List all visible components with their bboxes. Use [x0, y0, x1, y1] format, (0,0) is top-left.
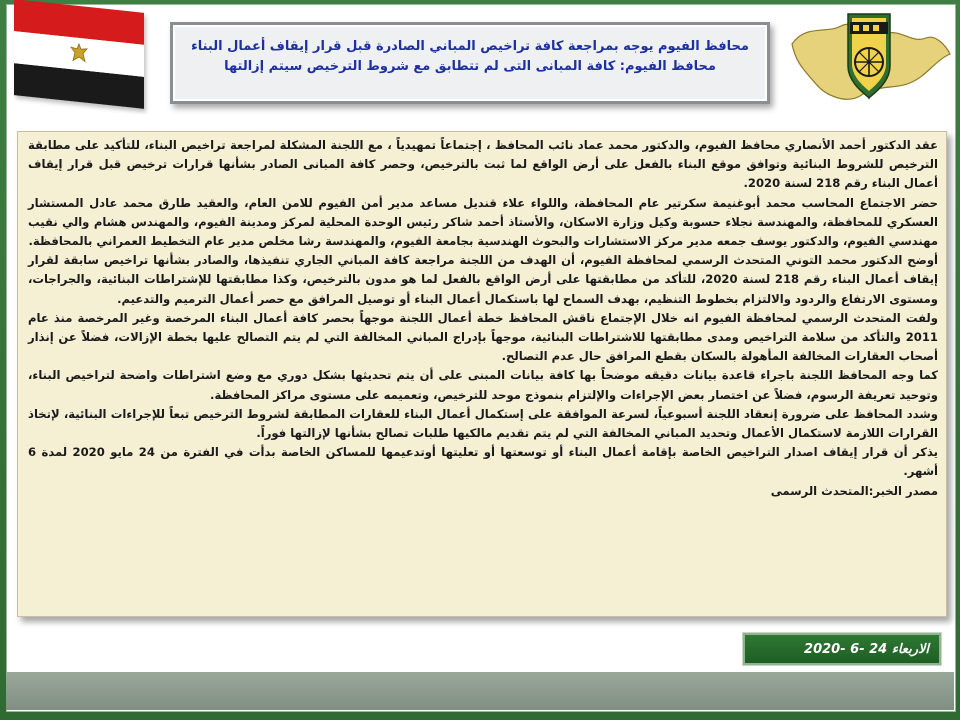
article-paragraph: عقد الدكتور أحمد الأنصاري محافظ الفيوم، والدكتور محمد عماد نائب المحافظ ، إجتماعاً تمهيدياً ، مع اللجنة المشكلة لمراجعة تراخيص البناء، للتأكيد على مطابقة الترخيص للشروط البنائية وتوافق موقع البناء بالفعل على أرض الواقع لما ثبت بالترخيص، وحصر كافة المبانى الصادر بشأنها قرارات ترخيص قبل قرار إيقاف أعمال البناء رقم 218 لسنة 2020.: [28, 138, 938, 191]
article-paragraph: يذكر أن قرار إيقاف اصدار التراخيص الخاصة بإقامة أعمال البناء أو توسعتها أو تعليتها أوتدعيمها للمساكن الخاصة بدأت في الفترة من 24 مايو 2020 لمدة 6 أشهر.: [28, 445, 938, 479]
date-label: الاربعاء 24 -6 -2020: [804, 642, 929, 657]
article-paragraph: حضر الاجتماع المحاسب محمد أبوغنيمة سكرتير عام المحافظة، واللواء علاء قنديل مساعد مدير أمن الفيوم للامن العام، والعقيد طارق محمد عادل المستشار العسكري للمحافظة، والمهندسة نجلاء حسوبة وكيل وزارة الاسكان، والأستاذ أحمد شاكر رئيس الوحدة المحلية لمركز ومدينة الفيوم، والمهندس هشام والي نقيب مهندسي الفيوم، والدكتور يوسف جمعه مدير مركز الاستشارات والبحوث الهندسية بجامعة الفيوم، والمهندسة رشا مخلص مدير عام التخطيط العمراني بالمحافظة.: [28, 195, 938, 249]
article-paragraph: كما وجه المحافظ اللجنة باجراء قاعدة بيانات دقيقه موضحاً بها كافة بيانات المبنى على أن يتم تحديثها بشكل دوري مع وضع اشتراطات واضحة لتراخيص البناء، وتوحيد تعريفة الرسوم، فضلاً عن اختصار بعض الإجراءات والإلتزام بنموذج موحد للترخيص، وتعميمه على مستوى مراكز المحافظة.: [28, 368, 938, 402]
headline-line-2: محافظ الفيوم: كافة المبانى التى لم تتطابق مع شروط الترخيص سيتم إزالتها: [224, 59, 716, 74]
headline-box: [170, 22, 770, 104]
date-badge: [742, 632, 942, 666]
eagle-of-saladin-icon: [66, 40, 92, 69]
headline-line-1: محافظ الفيوم يوجه بمراجعة كافة تراخيص المباني الصادرة قبل قرار إيقاف أعمال البناء: [191, 39, 749, 54]
article-paragraph: أوضح الدكتور محمد التوني المتحدث الرسمي لمحافظة الفيوم، أن الهدف من اللجنة مراجعة كافة المباني الجاري تنفيذها، والصادر بشأنها تراخيص سابقة لقرار إيقاف أعمال البناء رقم 218 لسنة 2020، للتأكد من مطابقتها على أرض الواقع بالفعل لما هو مدون بالترخيص، وكذا مطابقتها للإشتراطات البنائية، والجراجات، ومستوى الارتفاع والردود والالتزام بخطوط التنظيم، بهدف السماح لها باستكمال أعمال البناء أو توصيل المرافق مع حصر أعمال الترميم والتدعيم.: [28, 253, 938, 306]
fayoum-governorate-logo: [786, 4, 954, 110]
news-source: مصدر الخبر:المتحدث الرسمى: [770, 483, 938, 498]
article-paragraph: ولفت المتحدث الرسمي لمحافظة الفيوم انه خلال الإجتماع ناقش المحافظ خطة أعمال اللجنة موجهاً بحصر كافة أعمال البناء المرخصة وغير المرخصة منذ عام 2011 والتأكد من سلامة التراخيص ومدى مطابقتها للاشتراطات البنائية، موجهاً بإدراج المباني المخالفة التي لم يتم التصالح عليها بخطة الإزالات، فضلاً عن إنذار أصحاب العقارات المخالفة المأهولة بالسكان بقطع المرافق حال عدم التصالح.: [28, 310, 938, 364]
footer-band: [6, 672, 954, 710]
egypt-flag-icon: [14, 0, 144, 109]
article-body: [17, 131, 947, 617]
article-paragraph: وشدد المحافظ على ضرورة إنعقاد اللجنة أسبوعياً، لسرعة الموافقة على إستكمال أعمال البناء للعقارات المطابقة لشروط الترخيص تبعاً للإجراءات البنائية، لإتخاذ القرارات اللازمة لاستكمال الأعمال وتحديد المباني المخالفة التي لم يتم تقديم مالكيها طلبات تصالح بشأنها لإزالتها فوراً.: [28, 406, 938, 441]
article-text: [28, 136, 938, 501]
